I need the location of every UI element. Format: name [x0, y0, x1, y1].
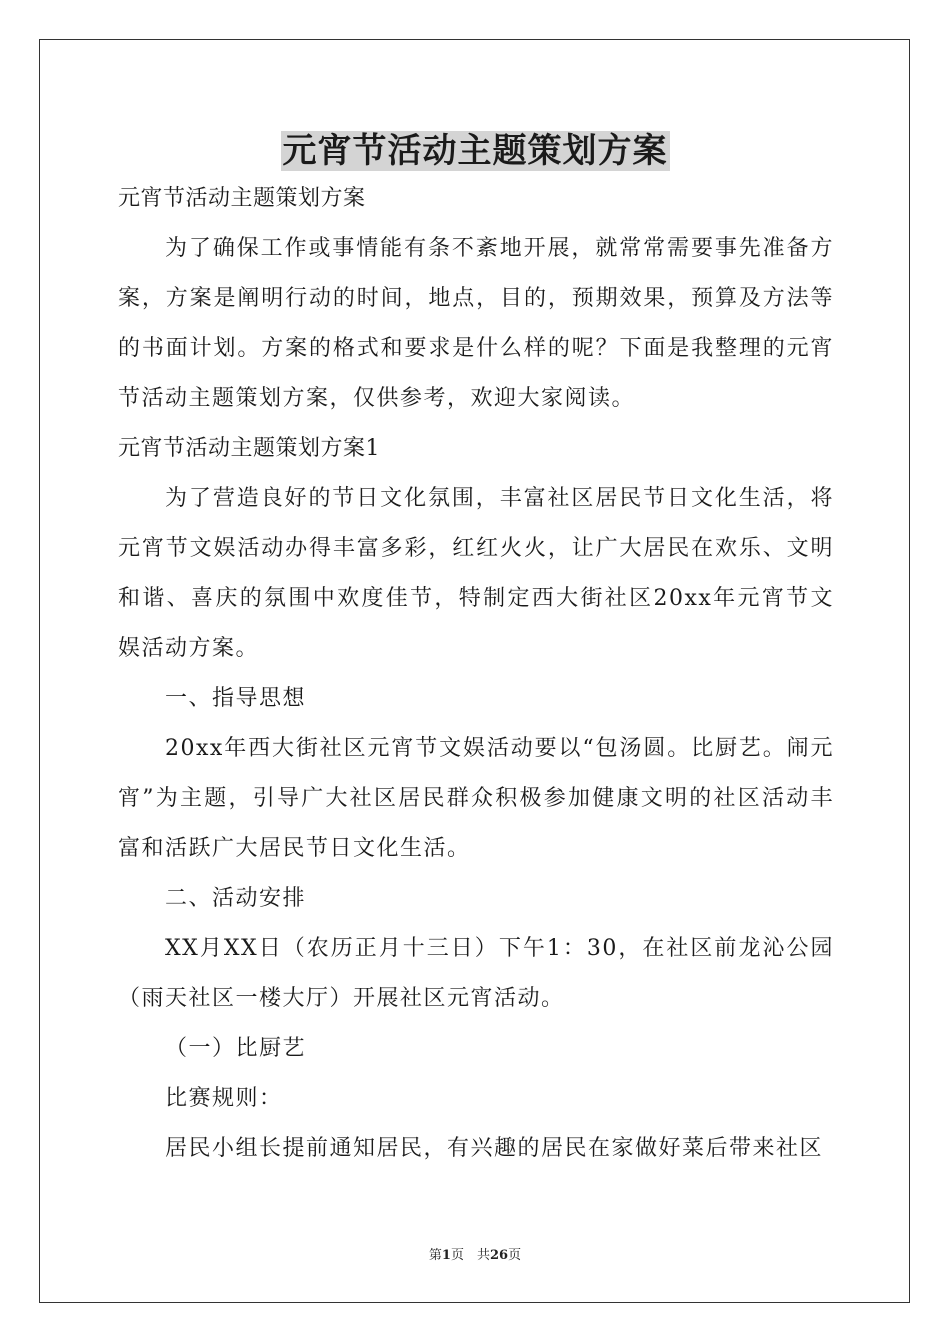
section-heading-guidance: 一、指导思想 [165, 686, 307, 711]
footer-total-pages: 26 [489, 1248, 509, 1263]
document-body [118, 174, 834, 1174]
paragraph-rules: 居民小组长提前通知居民，有兴趣的居民在家做好菜后带来社区 [165, 1136, 824, 1161]
subsection-heading-cooking: （一）比厨艺 [165, 1036, 307, 1061]
page-footer [0, 1244, 950, 1263]
paragraph-arrangement: XX月XX日（农历正月十三日）下午1：30，在社区前龙沁公园（雨天社区一楼大厅）开展社区元宵活动。 [118, 936, 834, 1011]
footer-current-page: 1 [441, 1248, 451, 1263]
footer-suffix: 页 [508, 1248, 522, 1263]
document-title-text: 元宵节活动主题策划方案 [282, 131, 668, 171]
paragraph-rules-label: 比赛规则： [165, 1086, 283, 1111]
paragraph-plan-intro: 为了营造良好的节日文化氛围，丰富社区居民节日文化生活，将元宵节文娱活动办得丰富多彩，红红火火，让广大居民在欢乐、文明和谐、喜庆的氛围中欢度佳节，特制定西大街社区20xx年元宵节文娱活动方案。 [118, 486, 834, 661]
footer-prefix: 第 [428, 1248, 442, 1263]
section-heading-arrangement: 二、活动安排 [165, 886, 307, 911]
paragraph-guidance: 20xx年西大街社区元宵节文娱活动要以“包汤圆。比厨艺。闹元宵”为主题，引导广大社区居民群众积极参加健康文明的社区活动丰富和活跃广大居民节日文化生活。 [118, 736, 834, 861]
paragraph-intro: 为了确保工作或事情能有条不紊地开展，就常常需要事先准备方案，方案是阐明行动的时间，地点，目的，预期效果，预算及方法等的书面计划。方案的格式和要求是什么样的呢？下面是我整理的元宵节活动主题策划方案，仅供参考，欢迎大家阅读。 [118, 236, 834, 411]
paragraph-intro-title: 元宵节活动主题策划方案 [118, 186, 366, 211]
footer-mid: 页 共 [450, 1248, 490, 1263]
document-title [0, 126, 950, 176]
paragraph-plan-title: 元宵节活动主题策划方案1 [118, 436, 380, 461]
